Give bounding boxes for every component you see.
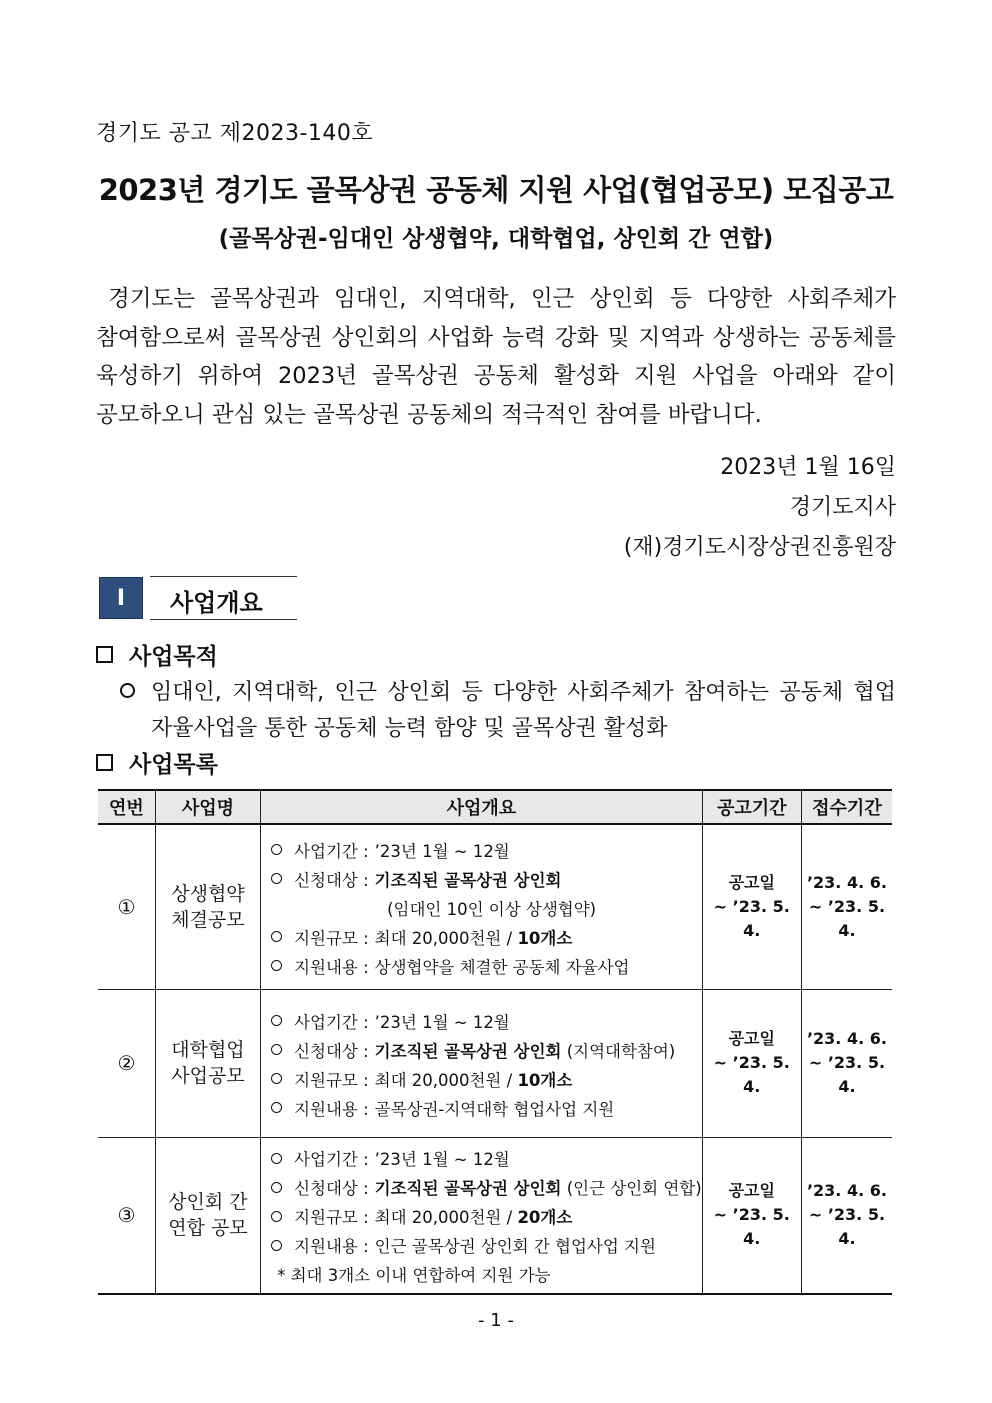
list-heading-text: 사업목록: [129, 752, 218, 778]
summary-note: (지역대학참여): [566, 1041, 676, 1061]
table-row: [98, 824, 892, 989]
circle-bullet-icon: [271, 1015, 282, 1026]
announce-line: ~ ’23. 5. 4.: [713, 1053, 790, 1096]
announce-line: ~ ’23. 5. 4.: [713, 896, 790, 940]
summary-value: 골목상권-지역대학 협업사업 지원: [374, 1099, 615, 1119]
section-number-badge: Ⅰ: [99, 577, 143, 619]
notice-date: 2023년 1월 16일: [720, 455, 896, 480]
summary-value: ’23년 1월 ~ 12월: [374, 1012, 510, 1032]
row-name-line: 상인회 간: [168, 1191, 248, 1213]
summary-value: 최대 20,000천원 /: [374, 1070, 513, 1090]
summary-scale: [271, 922, 702, 951]
intro-line: 공모하오니 관심 있는 골목상권 공동체의 적극적인 참여를 바랍니다.: [96, 401, 762, 428]
purpose-text: 임대인, 지역대학, 인근 상인회 등 다양한 사회주체가 참여하는 공동체 협업: [151, 680, 896, 705]
table-row: [98, 989, 892, 1137]
summary-label: 지원규모 :: [294, 1208, 369, 1227]
intro-line: 경기도는 골목상권과 임대인, 지역대학, 인근 상인회 등 다양한 사회주체가: [108, 286, 896, 312]
receive-line: ~ ’23. 5. 4.: [808, 896, 886, 940]
summary-content: [271, 1093, 702, 1122]
circle-bullet-icon: [271, 873, 282, 884]
summary-value: ’23년 1월 ~ 12월: [374, 841, 510, 861]
circle-bullet-icon: [271, 844, 282, 855]
receive-line: ’23. 4. 6.: [806, 1181, 887, 1200]
summary-target-note: [271, 893, 702, 922]
circle-bullet-icon: [120, 683, 135, 698]
square-bullet-icon: [96, 646, 113, 663]
business-table: [98, 789, 892, 1295]
summary-scale: [271, 1202, 702, 1231]
summary-value: 인근 골목상권 상인회 간 협업사업 지원: [374, 1237, 656, 1256]
summary-value: 최대 20,000천원 /: [374, 928, 513, 948]
summary-note: (임대인 10인 이상 상생협약): [387, 899, 597, 919]
summary-value: 최대 20,000천원 /: [374, 1208, 513, 1227]
issuer-agency: (재)경기도시장상권진흥원장: [623, 535, 896, 560]
announce-line: 공고일: [728, 1181, 775, 1200]
purpose-heading-text: 사업목적: [129, 644, 218, 670]
issuer-governor: 경기도지사: [789, 495, 896, 520]
intro-paragraph: [96, 280, 896, 434]
row-number: ②: [98, 989, 155, 1137]
page-subtitle: (골목상권-임대인 상생협약, 대학협업, 상인회 간 연합): [218, 226, 774, 252]
summary-value: ’23년 1월 ~ 12월: [374, 1150, 510, 1169]
receive-line: ’23. 4. 6.: [806, 872, 887, 892]
row-announce-period: [702, 1137, 801, 1294]
summary-label: 신청대상 :: [294, 1041, 369, 1061]
page-title: 2023년 경기도 골목상권 공동체 지원 사업(협업공모) 모집공고: [98, 173, 894, 207]
summary-content: [271, 951, 702, 980]
row-name-line: 사업공모: [171, 1065, 245, 1087]
list-heading: [96, 746, 218, 779]
header-receive-period: 접수기간: [801, 790, 892, 824]
announce-line: 공고일: [728, 1029, 775, 1048]
row-name: [155, 1137, 260, 1294]
summary-value: 기조직된 골목상권 상인회: [374, 870, 562, 890]
row-name: [155, 824, 260, 989]
circle-bullet-icon: [271, 1102, 282, 1113]
summary-target: [271, 1173, 702, 1202]
summary-value: 상생협약을 체결한 공동체 자율사업: [374, 957, 630, 977]
purpose-heading: [96, 638, 218, 671]
circle-bullet-icon: [271, 1073, 282, 1084]
summary-label: 지원규모 :: [294, 1070, 369, 1090]
row-number: ①: [98, 824, 155, 989]
intro-line: 육성하기 위하여 2023년 골목상권 공동체 활성화 지원 사업을 아래와 같이: [96, 363, 896, 389]
page-number: - 1 -: [478, 1310, 514, 1331]
summary-label: 지원내용 :: [294, 957, 369, 977]
section-title-box: [150, 576, 297, 620]
summary-count: 10개소: [517, 1070, 573, 1090]
circle-bullet-icon: [271, 1240, 282, 1251]
summary-target: [271, 864, 702, 893]
row-name-line: 상생협약: [171, 882, 245, 905]
header-announce-period: 공고기간: [702, 790, 801, 824]
row-summary: [261, 824, 703, 989]
row-receive-period: [801, 824, 892, 989]
summary-footnote: [271, 1260, 702, 1289]
table-header-row: [98, 790, 892, 824]
summary-label: 지원내용 :: [294, 1099, 369, 1119]
table-row: [98, 1137, 892, 1294]
row-name-line: 체결공모: [171, 908, 245, 931]
announce-line: 공고일: [728, 872, 775, 892]
header-summary: 사업개요: [261, 790, 703, 824]
summary-period: [271, 835, 702, 864]
summary-label: 신청대상 :: [294, 870, 369, 890]
receive-line: ~ ’23. 5. 4.: [808, 1053, 886, 1096]
summary-period: [271, 1144, 702, 1173]
circle-bullet-icon: [271, 1153, 282, 1164]
circle-bullet-icon: [271, 931, 282, 942]
row-number: ③: [98, 1137, 155, 1294]
summary-count: 20개소: [517, 1208, 573, 1227]
summary-target: [271, 1035, 702, 1064]
summary-value: 기조직된 골목상권 상인회: [374, 1179, 562, 1198]
summary-note: * 최대 3개소 이내 연합하여 지원 가능: [277, 1266, 551, 1285]
summary-label: 신청대상 :: [294, 1179, 369, 1198]
row-name-line: 연합 공모: [168, 1217, 248, 1239]
summary-label: 지원내용 :: [294, 1237, 369, 1256]
summary-value: 기조직된 골목상권 상인회: [374, 1041, 562, 1061]
announce-line: ~ ’23. 5. 4.: [713, 1205, 790, 1248]
purpose-item: [120, 675, 896, 706]
receive-line: ~ ’23. 5. 4.: [808, 1205, 886, 1248]
summary-label: 사업기간 :: [294, 1012, 369, 1032]
receive-line: ’23. 4. 6.: [806, 1029, 887, 1048]
circle-bullet-icon: [271, 1044, 282, 1055]
summary-content: [271, 1231, 702, 1260]
circle-bullet-icon: [271, 1182, 282, 1193]
row-receive-period: [801, 989, 892, 1137]
row-announce-period: [702, 989, 801, 1137]
summary-label: 사업기간 :: [294, 1150, 369, 1169]
circle-bullet-icon: [271, 960, 282, 971]
summary-note: (인근 상인회 연합): [566, 1179, 702, 1198]
intro-line: 참여함으로써 골목상권 상인회의 사업화 능력 강화 및 지역과 상생하는 공동체를: [96, 324, 896, 351]
row-summary: [261, 1137, 703, 1294]
notice-number: 경기도 공고 제2023-140호: [96, 121, 374, 146]
row-receive-period: [801, 1137, 892, 1294]
summary-label: 사업기간 :: [294, 841, 369, 861]
summary-scale: [271, 1064, 702, 1093]
purpose-text-continued: 자율사업을 통한 공동체 능력 함양 및 골목상권 활성화: [151, 716, 668, 741]
section-title: 사업개요: [170, 589, 263, 617]
row-summary: [261, 989, 703, 1137]
row-name-line: 대학협업: [171, 1039, 245, 1061]
circle-bullet-icon: [271, 1211, 282, 1222]
row-name: [155, 989, 260, 1137]
header-name: 사업명: [155, 790, 260, 824]
row-announce-period: [702, 824, 801, 989]
header-no: 연번: [98, 790, 155, 824]
summary-label: 지원규모 :: [294, 928, 369, 948]
summary-count: 10개소: [517, 928, 573, 948]
square-bullet-icon: [96, 754, 113, 771]
summary-period: [271, 1006, 702, 1035]
